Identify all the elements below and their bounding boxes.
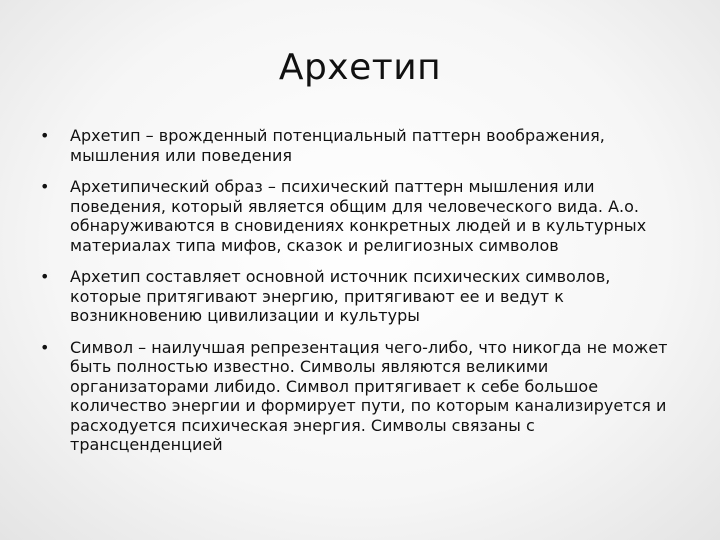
bullet-icon: • (40, 337, 50, 357)
bullet-text: Архетипический образ – психический паттерн мышления или поведения, который является общим для человеческого вида. А.о. обнаруживаются в сновидениях конкретных людей и в культурных материалах типа мифов, сказок и религиозных символов (70, 177, 647, 255)
bullet-item (36, 267, 686, 326)
bullet-list (36, 126, 686, 467)
bullet-item (36, 338, 686, 455)
bullet-item (36, 177, 686, 255)
bullet-text: Архетип составляет основной источник психических символов, которые притягивают энергию, притягивают ее и ведут к возникновению цивилизации и культуры (70, 267, 611, 325)
bullet-icon: • (40, 126, 50, 145)
bullet-text: Символ – наилучшая репрезентация чего-либо, что никогда не может быть полностью известно. Символы являются великими организаторами либидо. Символ притягивает к себе большое количество энергии и формирует пути, по которым канализируется и расходуется психическая энергия. Символы связаны с трансценденцией (70, 337, 668, 454)
bullet-icon: • (40, 267, 50, 286)
bullet-text: Архетип – врожденный потенциальный паттерн воображения, мышления или поведения (70, 126, 605, 165)
slide-title: Архетип (278, 47, 442, 88)
bullet-item (36, 126, 686, 165)
bullet-icon: • (40, 177, 50, 196)
